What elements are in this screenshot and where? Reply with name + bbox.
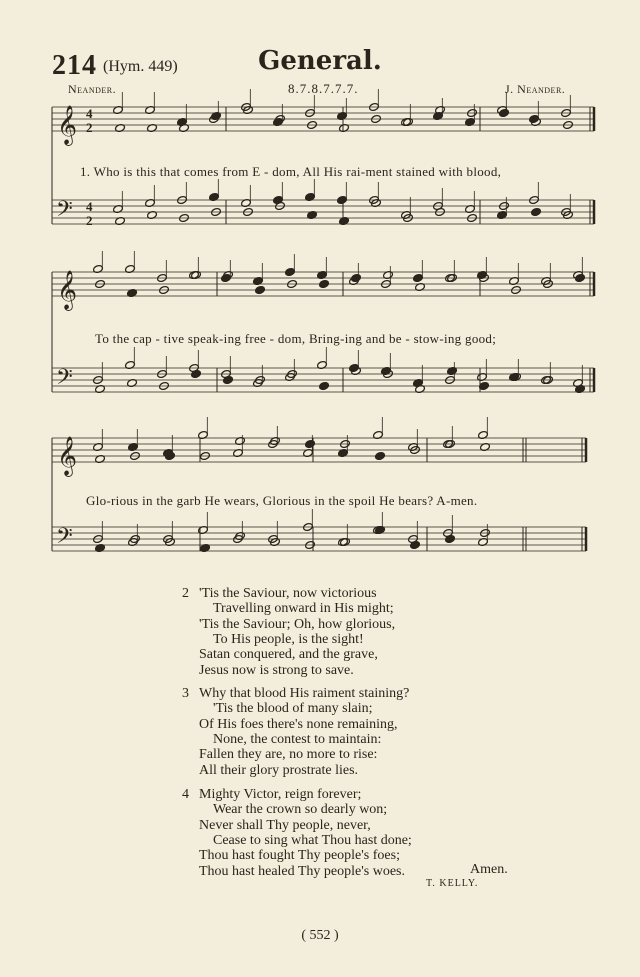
page-number: ( 552 ) — [301, 928, 339, 943]
stanza-line: Fallen they are, no more to rise: — [199, 747, 378, 763]
bass-clef: 𝄢 — [56, 197, 73, 227]
stanza-line: 'Tis the Saviour; Oh, how glorious, — [199, 616, 396, 632]
stanza-line: Wear the crown so dearly won; — [213, 802, 388, 818]
hymn-number: 214 — [52, 50, 97, 81]
note-head — [375, 451, 386, 460]
hymn-reference: (Hym. 449) — [103, 58, 178, 75]
note-head — [499, 108, 510, 117]
lyric-line-2: To the cap - tive speak-ing free - dom, Bring-ing and be - stow-ing good; — [95, 331, 497, 346]
stanza-line: Thou hast fought Thy people's foes; — [199, 848, 400, 864]
section-title: General. — [258, 46, 382, 76]
stanza-line: Why that blood His raiment staining? — [199, 686, 410, 701]
stanza-line: Mighty Victor, reign forever; — [199, 787, 362, 802]
stanza-line: Satan conquered, and the grave, — [199, 647, 378, 663]
amen-text: Amen. — [470, 862, 508, 877]
note-head — [445, 534, 456, 543]
stanza-number: 4 — [182, 787, 189, 802]
time-signature: 2 — [86, 213, 93, 228]
time-signature: 4 — [86, 106, 93, 121]
note-head — [285, 267, 296, 276]
note-head — [531, 207, 542, 216]
note-head — [410, 540, 421, 549]
note-head — [319, 279, 330, 288]
note-head — [351, 273, 362, 282]
time-signature: 2 — [86, 120, 93, 135]
note-head — [305, 439, 316, 448]
treble-clef: 𝄞 — [57, 105, 78, 145]
text-author: T. KELLY. — [426, 878, 479, 889]
stanza-line: Travelling onward in His might; — [213, 601, 394, 617]
note-head — [413, 273, 424, 282]
stanza-line: Jesus now is strong to save. — [199, 662, 354, 678]
tune-author-credit: J. Neander. — [505, 82, 566, 96]
note-head — [575, 273, 586, 282]
lyric-line-3: Glo-rious in the garb He wears, Glorious in the spoil He bears? A-men. — [86, 493, 478, 508]
note-head — [223, 375, 234, 384]
note-head — [191, 369, 202, 378]
stanza-line: Of His foes there's none remaining, — [199, 716, 398, 732]
stanza-line: All their glory prostrate lies. — [199, 762, 359, 778]
note-head — [255, 285, 266, 294]
treble-clef: 𝄞 — [57, 270, 78, 310]
stanza-line: To His people, is the sight! — [213, 631, 364, 647]
stanza-number: 3 — [182, 686, 189, 701]
note-head — [337, 195, 348, 204]
stanza-number: 2 — [182, 586, 189, 601]
composer-credit: Neander. — [68, 82, 117, 96]
lyric-line-1: 1. Who is this that comes from E - dom, All His rai-ment stained with blood, — [80, 164, 502, 179]
stanza-line: 'Tis the Saviour, now victorious — [199, 586, 377, 601]
stanza-line: Thou hast healed Thy people's woes. — [199, 863, 405, 879]
time-signature: 4 — [86, 199, 93, 214]
stanza-line: Cease to sing what Thou hast done; — [213, 832, 412, 848]
treble-clef: 𝄞 — [57, 436, 78, 476]
stanza-line: None, the contest to maintain: — [213, 731, 382, 747]
bass-clef: 𝄢 — [56, 365, 73, 395]
note-head — [319, 381, 330, 390]
stanza-line: 'Tis the blood of many slain; — [213, 701, 373, 717]
stanza-line: Never shall Thy people, never, — [199, 817, 371, 833]
meter: 8.7.8.7.7.7. — [288, 81, 359, 96]
bass-clef: 𝄢 — [56, 524, 73, 554]
